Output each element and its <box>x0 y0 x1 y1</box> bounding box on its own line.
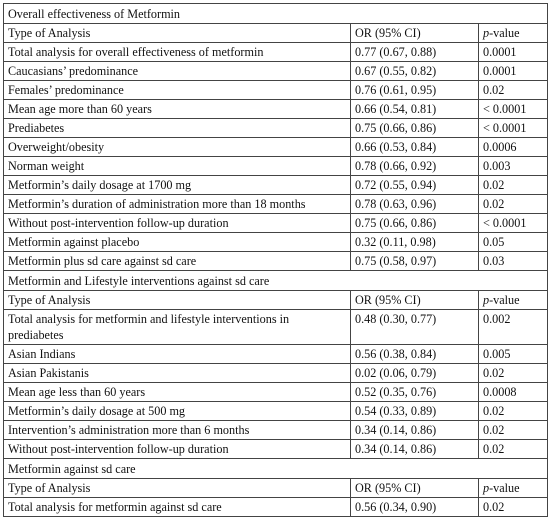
p-value: 0.02 <box>479 364 548 383</box>
odds-ratio-value: 0.78 (0.66, 0.92) <box>351 157 479 176</box>
table-row <box>4 310 548 345</box>
analysis-label: Metformin against placebo <box>4 233 351 252</box>
odds-ratio-value: 0.52 (0.35, 0.76) <box>351 383 479 402</box>
analysis-label: Asian Pakistanis <box>4 364 351 383</box>
analysis-label: Without post-intervention follow-up duration <box>4 214 351 233</box>
p-value: 0.02 <box>479 195 548 214</box>
header-p-suffix: -value <box>489 26 520 40</box>
table-row <box>4 364 548 383</box>
table-row <box>4 402 548 421</box>
header-odds-ratio: OR (95% CI) <box>351 479 479 498</box>
p-value: < 0.0001 <box>479 100 548 119</box>
header-p-letter: p <box>483 293 490 307</box>
odds-ratio-value: 0.54 (0.33, 0.89) <box>351 402 479 421</box>
p-value: < 0.0001 <box>479 119 548 138</box>
analysis-label: Prediabetes <box>4 119 351 138</box>
table-row <box>4 157 548 176</box>
header-p-letter: p <box>483 26 490 40</box>
analysis-label: Asian Indians <box>4 345 351 364</box>
section-title-row <box>4 271 548 291</box>
table-row <box>4 138 548 157</box>
analysis-label: Metformin plus sd care against sd care <box>4 252 351 271</box>
analysis-label: Caucasians’ predominance <box>4 62 351 81</box>
analysis-label: Metformin’s daily dosage at 500 mg <box>4 402 351 421</box>
column-header-row <box>4 24 548 43</box>
header-p-value <box>479 479 548 498</box>
header-odds-ratio: OR (95% CI) <box>351 291 479 310</box>
p-value: 0.002 <box>479 310 548 345</box>
analysis-label: Mean age more than 60 years <box>4 100 351 119</box>
table-row <box>4 345 548 364</box>
p-value: 0.02 <box>479 421 548 440</box>
p-value: 0.02 <box>479 402 548 421</box>
analysis-label: Metformin’s duration of administration more than 18 months <box>4 195 351 214</box>
analysis-label: Intervention’s administration more than 6 months <box>4 421 351 440</box>
analysis-label: Mean age less than 60 years <box>4 383 351 402</box>
odds-ratio-value: 0.72 (0.55, 0.94) <box>351 176 479 195</box>
odds-ratio-value: 0.34 (0.14, 0.86) <box>351 440 479 459</box>
odds-ratio-value: 0.76 (0.61, 0.95) <box>351 81 479 100</box>
p-value: 0.05 <box>479 233 548 252</box>
header-p-letter: p <box>483 481 490 495</box>
section-title-row <box>4 459 548 479</box>
table-row <box>4 62 548 81</box>
odds-ratio-value: 0.32 (0.11, 0.98) <box>351 233 479 252</box>
results-table <box>3 3 548 517</box>
odds-ratio-value: 0.78 (0.63, 0.96) <box>351 195 479 214</box>
odds-ratio-value: 0.02 (0.06, 0.79) <box>351 364 479 383</box>
odds-ratio-value: 0.48 (0.30, 0.77) <box>351 310 479 345</box>
section-title: Overall effectiveness of Metformin <box>4 4 548 24</box>
header-type-of-analysis: Type of Analysis <box>4 479 351 498</box>
odds-ratio-value: 0.34 (0.14, 0.86) <box>351 421 479 440</box>
p-value: 0.02 <box>479 81 548 100</box>
table-row <box>4 440 548 459</box>
header-type-of-analysis: Type of Analysis <box>4 291 351 310</box>
table-row <box>4 43 548 62</box>
p-value: 0.0001 <box>479 62 548 81</box>
section-title: Metformin against sd care <box>4 459 548 479</box>
analysis-label: Overweight/obesity <box>4 138 351 157</box>
header-odds-ratio: OR (95% CI) <box>351 24 479 43</box>
p-value: 0.0001 <box>479 43 548 62</box>
p-value: 0.0008 <box>479 383 548 402</box>
p-value: 0.02 <box>479 440 548 459</box>
header-p-suffix: -value <box>489 481 520 495</box>
table-row <box>4 176 548 195</box>
odds-ratio-value: 0.66 (0.54, 0.81) <box>351 100 479 119</box>
odds-ratio-value: 0.56 (0.34, 0.90) <box>351 498 479 517</box>
header-p-suffix: -value <box>489 293 520 307</box>
header-type-of-analysis: Type of Analysis <box>4 24 351 43</box>
analysis-label: Norman weight <box>4 157 351 176</box>
table-row <box>4 195 548 214</box>
column-header-row <box>4 479 548 498</box>
table-row <box>4 252 548 271</box>
odds-ratio-value: 0.75 (0.66, 0.86) <box>351 214 479 233</box>
p-value: 0.003 <box>479 157 548 176</box>
analysis-label: Total analysis for metformin and lifestyle interventions in prediabetes <box>4 310 351 345</box>
analysis-label: Total analysis for metformin against sd care <box>4 498 351 517</box>
p-value: < 0.0001 <box>479 214 548 233</box>
analysis-label: Without post-intervention follow-up duration <box>4 440 351 459</box>
odds-ratio-value: 0.56 (0.38, 0.84) <box>351 345 479 364</box>
analysis-label: Total analysis for overall effectiveness of metformin <box>4 43 351 62</box>
odds-ratio-value: 0.67 (0.55, 0.82) <box>351 62 479 81</box>
results-table-body <box>4 4 548 517</box>
header-p-value <box>479 291 548 310</box>
table-row <box>4 383 548 402</box>
table-row <box>4 100 548 119</box>
p-value: 0.02 <box>479 176 548 195</box>
header-p-value <box>479 24 548 43</box>
table-row <box>4 81 548 100</box>
p-value: 0.0006 <box>479 138 548 157</box>
p-value: 0.03 <box>479 252 548 271</box>
p-value: 0.005 <box>479 345 548 364</box>
odds-ratio-value: 0.75 (0.58, 0.97) <box>351 252 479 271</box>
p-value: 0.02 <box>479 498 548 517</box>
table-row <box>4 214 548 233</box>
analysis-label: Metformin’s daily dosage at 1700 mg <box>4 176 351 195</box>
table-row <box>4 498 548 517</box>
odds-ratio-value: 0.75 (0.66, 0.86) <box>351 119 479 138</box>
odds-ratio-value: 0.77 (0.67, 0.88) <box>351 43 479 62</box>
table-row <box>4 233 548 252</box>
table-row <box>4 119 548 138</box>
odds-ratio-value: 0.66 (0.53, 0.84) <box>351 138 479 157</box>
section-title: Metformin and Lifestyle interventions against sd care <box>4 271 548 291</box>
analysis-label: Females’ predominance <box>4 81 351 100</box>
table-row <box>4 421 548 440</box>
column-header-row <box>4 291 548 310</box>
section-title-row <box>4 4 548 24</box>
